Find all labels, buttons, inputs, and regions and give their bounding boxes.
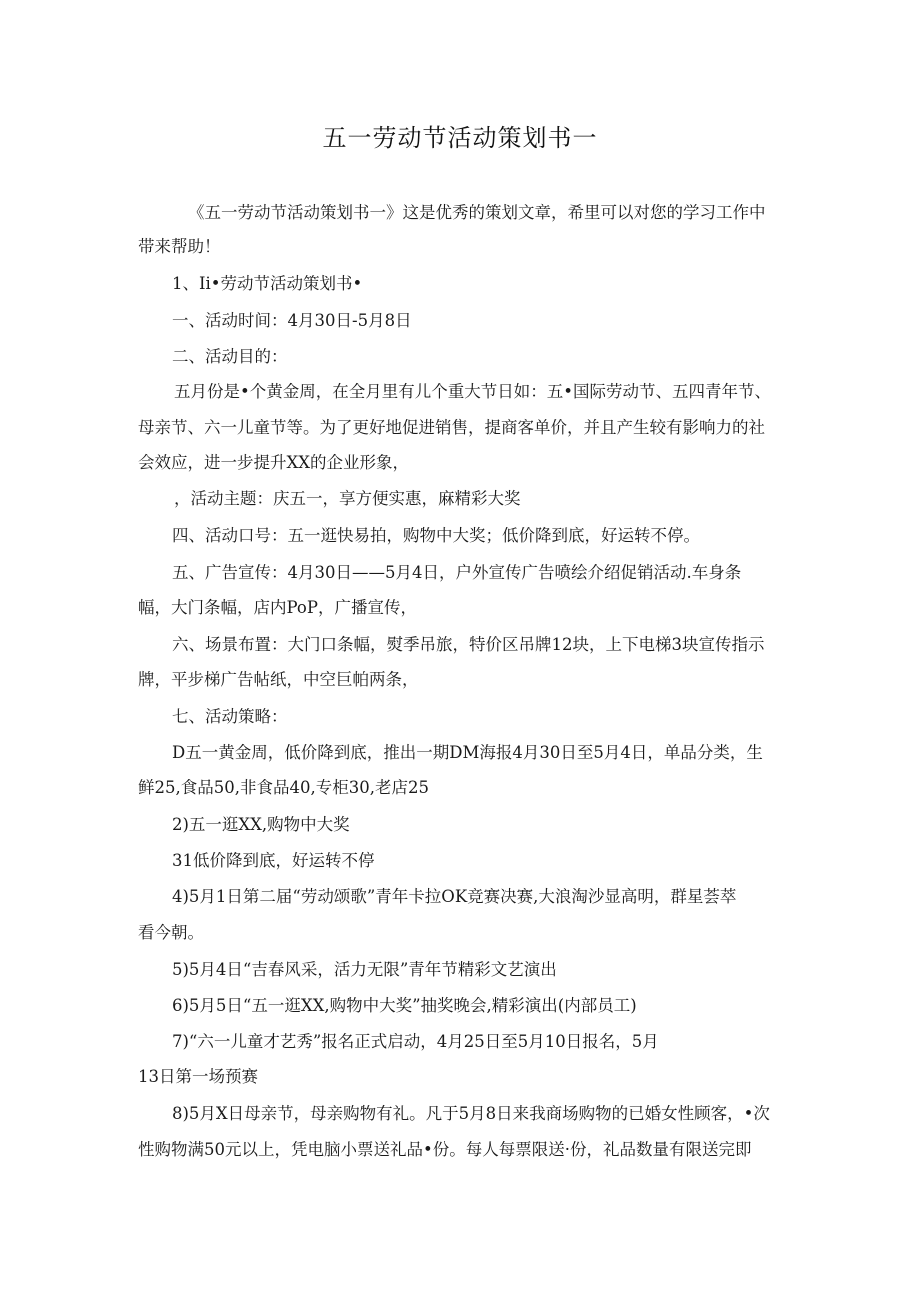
paragraph-line: 性购物满50元以上，凭电脑小票送礼品•份。每人每票限送·份，礼品数量有限送完即 (138, 1140, 752, 1159)
paragraph-line: 7)“六一儿童才艺秀”报名正式启动，4月25日至5月10日报名，5月 (172, 1032, 659, 1051)
paragraph-line: 二、活动目的： (172, 347, 288, 366)
paragraph-line: 七、活动策略： (172, 707, 288, 726)
paragraph-line: 一、活动时间：4月30日-5月8日 (172, 311, 412, 330)
paragraph-line: 幅，大门条幅，店内PoP，广播宣传， (138, 598, 417, 617)
paragraph-line: 《五一劳动节活动策划书一》这是优秀的策划文章，希里可以对您的学习工作中 (188, 203, 766, 222)
paragraph-line: 1、Ii•劳动节活动策划书• (172, 274, 363, 293)
paragraph-line: 鲜25,食品50,非食品40,专柜30,老店25 (138, 778, 429, 797)
paragraph-line: 六、场景布置：大门口条幅，熨季吊旅，特价区吊牌12块，上下电梯3块宣传指示 (172, 635, 765, 654)
paragraph-line: 13日第一场预赛 (138, 1067, 258, 1086)
paragraph-line: 五、广告宣传：4月30日——5月4日，户外宣传广告喷绘介绍促销活动.车身条 (172, 563, 742, 582)
paragraph-line: ，活动主题：庆五一，享方便实惠，麻精彩大奖 (174, 489, 521, 508)
paragraph-line: 会效应，进一步提升XX的企业形象， (138, 453, 409, 472)
paragraph-line: 四、活动口号：五一逛快易拍，购物中大奖；低价降到底，好运转不停。 (172, 526, 700, 545)
paragraph-line: 31低价降到底，好运转不停 (172, 851, 375, 870)
paragraph-line: 母亲节、六一儿童节等。为了更好地促进销售，提商客单价，并且产生较有影响力的社 (138, 418, 765, 437)
paragraph-line: 4)5月1日第二届“劳动颂歌”青年卡拉OK竞赛决赛,大浪淘沙显高明，群星荟萃 (172, 887, 737, 906)
document-title: 五一劳动节活动策划书一 (322, 124, 598, 152)
paragraph-line: 5)5月4日“吉春风采，活力无限”青年节精彩文艺演出 (172, 960, 557, 979)
paragraph-line: 8)5月X日母亲节，母亲购物有礼。凡于5月8日来我商场购物的已婚女性顾客，•次 (172, 1104, 770, 1123)
paragraph-line: 带来帮助！ (138, 237, 221, 256)
paragraph-line: D五一黄金周，低价降到底，推出一期DM海报4月30日至5月4日，单品分类，生 (172, 743, 763, 762)
paragraph-line: 2)五一逛XX,购物中大奖 (172, 815, 350, 834)
paragraph-line: 看今朝。 (138, 923, 204, 942)
paragraph-line: 6)5月5日“五一逛XX,购物中大奖”抽奖晚会,精彩演出(内部员工) (172, 996, 637, 1015)
paragraph-line: 五月份是•个黄金周，在全月里有儿个重大节日如：五•国际劳动节、五四青年节、 (174, 382, 771, 401)
paragraph-line: 牌，平步梯广告帖纸，中空巨帕两条， (138, 670, 419, 689)
